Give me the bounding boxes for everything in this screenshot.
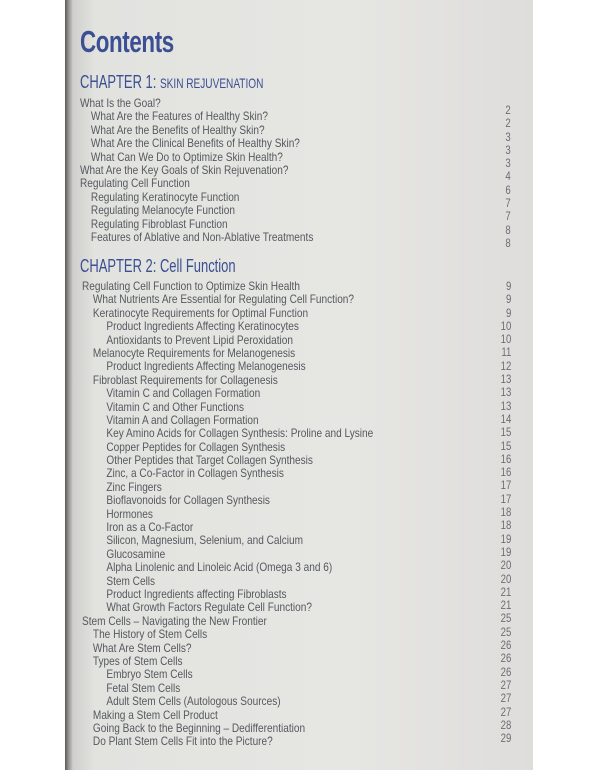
toc-entry[interactable]: What Are the Clinical Benefits of Healthy Skin? — [90, 136, 300, 151]
toc-entry[interactable]: Zinc Fingers — [106, 479, 162, 494]
page-title: Contents — [80, 24, 174, 59]
toc-entry[interactable]: Vitamin C and Other Functions — [106, 399, 245, 414]
toc-entry[interactable]: Zinc, a Co-Factor in Collagen Synthesis — [106, 466, 284, 481]
toc-page-number: 18 — [500, 518, 511, 533]
toc-page-number: 18 — [500, 505, 511, 520]
toc-page-number: 26 — [500, 638, 511, 653]
toc-entry[interactable]: Going Back to the Beginning – Dedifferentiation — [92, 720, 306, 735]
toc-page-number: 6 — [505, 182, 511, 197]
toc-entry[interactable]: What Are the Key Goals of Skin Rejuvenation? — [80, 162, 289, 177]
toc-entry[interactable]: Glucosamine — [106, 546, 166, 561]
toc-page-number: 20 — [500, 571, 511, 586]
toc-entry[interactable]: Iron as a Co-Factor — [106, 520, 194, 535]
chapter-2-page-numbers — [498, 280, 511, 745]
toc-entry[interactable]: What Are the Features of Healthy Skin? — [90, 109, 268, 124]
chapter-1-heading — [80, 72, 263, 93]
toc-page-number: 27 — [500, 704, 511, 719]
toc-page-number: 3 — [505, 142, 511, 157]
toc-entry[interactable]: Embryo Stem Cells — [106, 667, 193, 682]
toc-page-number: 7 — [505, 209, 511, 224]
toc-entry[interactable]: What Are Stem Cells? — [92, 640, 192, 655]
toc-page-number: 9 — [505, 292, 511, 307]
toc-page-number: 3 — [505, 156, 511, 171]
toc-page-number: 27 — [500, 677, 511, 692]
toc-page-number: 14 — [500, 411, 511, 426]
toc-entry[interactable]: Features of Ablative and Non-Ablative Treatments — [90, 229, 314, 244]
toc-entry[interactable]: Making a Stem Cell Product — [92, 707, 218, 722]
chapter-1-entries — [80, 97, 358, 244]
toc-page-number: 3 — [505, 129, 511, 144]
toc-entry[interactable]: Regulating Cell Function — [80, 176, 190, 191]
toc-page-number: 13 — [500, 372, 511, 387]
toc-page-number: 9 — [505, 305, 511, 320]
toc-page-number: 8 — [505, 235, 511, 250]
toc-entry[interactable]: Product Ingredients affecting Fibroblasts — [106, 586, 287, 601]
toc-entry[interactable]: Regulating Fibroblast Function — [90, 216, 228, 231]
toc-entry[interactable]: Antioxidants to Prevent Lipid Peroxidation — [106, 332, 293, 347]
toc-entry[interactable]: Fibroblast Requirements for Collagenesis — [92, 372, 278, 387]
toc-entry[interactable]: Copper Peptides for Collagen Synthesis — [106, 439, 286, 454]
toc-entry[interactable]: Product Ingredients Affecting Keratinocytes — [106, 319, 299, 334]
toc-page-number: 4 — [505, 169, 511, 184]
toc-entry[interactable]: Melanocyte Requirements for Melanogenesis — [92, 345, 296, 360]
toc-page-number: 20 — [500, 558, 511, 573]
toc-page-number: 12 — [500, 358, 511, 373]
toc-entry[interactable]: Regulating Cell Function to Optimize Skin Health — [82, 279, 300, 293]
toc-entry[interactable]: Fetal Stem Cells — [106, 680, 181, 695]
toc-page-number: 8 — [505, 222, 511, 237]
toc-entry[interactable]: The History of Stem Cells — [92, 627, 208, 642]
toc-page-number: 19 — [500, 544, 511, 559]
toc-entry[interactable]: Stem Cells — [106, 573, 156, 588]
toc-entry[interactable]: What Is the Goal? — [80, 96, 161, 110]
toc-entry[interactable]: What Can We Do to Optimize Skin Health? — [90, 149, 283, 164]
toc-entry[interactable]: Other Peptides that Target Collagen Synthesis — [106, 453, 313, 468]
toc-page-number: 13 — [500, 398, 511, 413]
toc-entry[interactable]: Vitamin A and Collagen Formation — [106, 412, 259, 427]
toc-page-number: 25 — [500, 624, 511, 639]
toc-page-number: 10 — [500, 332, 511, 347]
toc-entry[interactable]: Types of Stem Cells — [92, 653, 183, 668]
toc-page-number: 21 — [500, 584, 511, 599]
toc-page-number: 16 — [500, 465, 511, 480]
toc-page-number: 26 — [500, 651, 511, 666]
toc-entry[interactable]: Silicon, Magnesium, Selenium, and Calcium — [106, 533, 304, 548]
toc-page-number: 2 — [505, 103, 511, 117]
toc-page-number: 16 — [500, 451, 511, 466]
chapter-1-number: CHAPTER 1: — [80, 72, 160, 92]
toc-page-number: 17 — [500, 478, 511, 493]
chapter-1-name: SKIN REJUVENATION — [159, 75, 264, 91]
toc-page-number: 11 — [501, 345, 511, 360]
toc-entry[interactable]: Alpha Linolenic and Linoleic Acid (Omega 3 and 6) — [106, 560, 333, 575]
toc-entry[interactable]: Regulating Keratinocyte Function — [90, 189, 240, 204]
chapter-2-number: CHAPTER 2: — [80, 256, 160, 276]
chapter-2-entries — [82, 280, 429, 749]
toc-entry[interactable]: Bioflavonoids for Collagen Synthesis — [106, 493, 270, 508]
toc-entry[interactable]: What Growth Factors Regulate Cell Function? — [106, 600, 312, 615]
toc-page-number: 21 — [500, 598, 511, 613]
toc-page-number: 28 — [500, 717, 511, 732]
toc-page-number: 26 — [500, 664, 511, 679]
toc-entry[interactable]: Adult Stem Cells (Autologous Sources) — [106, 694, 281, 709]
toc-entry[interactable]: Keratinocyte Requirements for Optimal Function — [92, 305, 309, 320]
toc-page-number: 15 — [500, 438, 511, 453]
chapter-2-heading — [80, 256, 236, 277]
toc-page-number: 15 — [500, 425, 511, 440]
toc-page-number: 25 — [500, 611, 511, 626]
toc-entry[interactable]: Product Ingredients Affecting Melanogenesis — [106, 359, 306, 374]
toc-entry[interactable]: Hormones — [106, 506, 153, 521]
toc-entry[interactable]: Vitamin C and Collagen Formation — [106, 386, 261, 401]
toc-page-number: 13 — [500, 385, 511, 400]
toc-page-number: 2 — [505, 116, 511, 131]
toc-entry[interactable]: Key Amino Acids for Collagen Synthesis: Proline and Lysine — [106, 426, 374, 441]
toc-entry[interactable]: Do Plant Stem Cells Fit into the Picture? — [92, 734, 273, 749]
toc-page-number: 27 — [500, 691, 511, 706]
toc-page-number: 7 — [505, 196, 511, 211]
toc-page-number: 17 — [500, 491, 511, 506]
toc-entry[interactable]: Stem Cells – Navigating the New Frontier — [82, 613, 267, 628]
toc-entry[interactable]: What Nutrients Are Essential for Regulating Cell Function? — [92, 292, 355, 307]
chapter-1-page-numbers — [504, 104, 511, 250]
toc-entry[interactable]: What Are the Benefits of Healthy Skin? — [90, 122, 265, 137]
toc-entry[interactable]: Regulating Melanocyte Function — [90, 203, 235, 218]
toc-page-number: 9 — [505, 279, 511, 293]
chapter-2-name: Cell Function — [159, 256, 236, 276]
toc-page-number: 10 — [500, 318, 511, 333]
toc-page-number: 29 — [500, 731, 511, 746]
toc-page-number: 19 — [500, 531, 511, 546]
book-page — [65, 0, 533, 770]
